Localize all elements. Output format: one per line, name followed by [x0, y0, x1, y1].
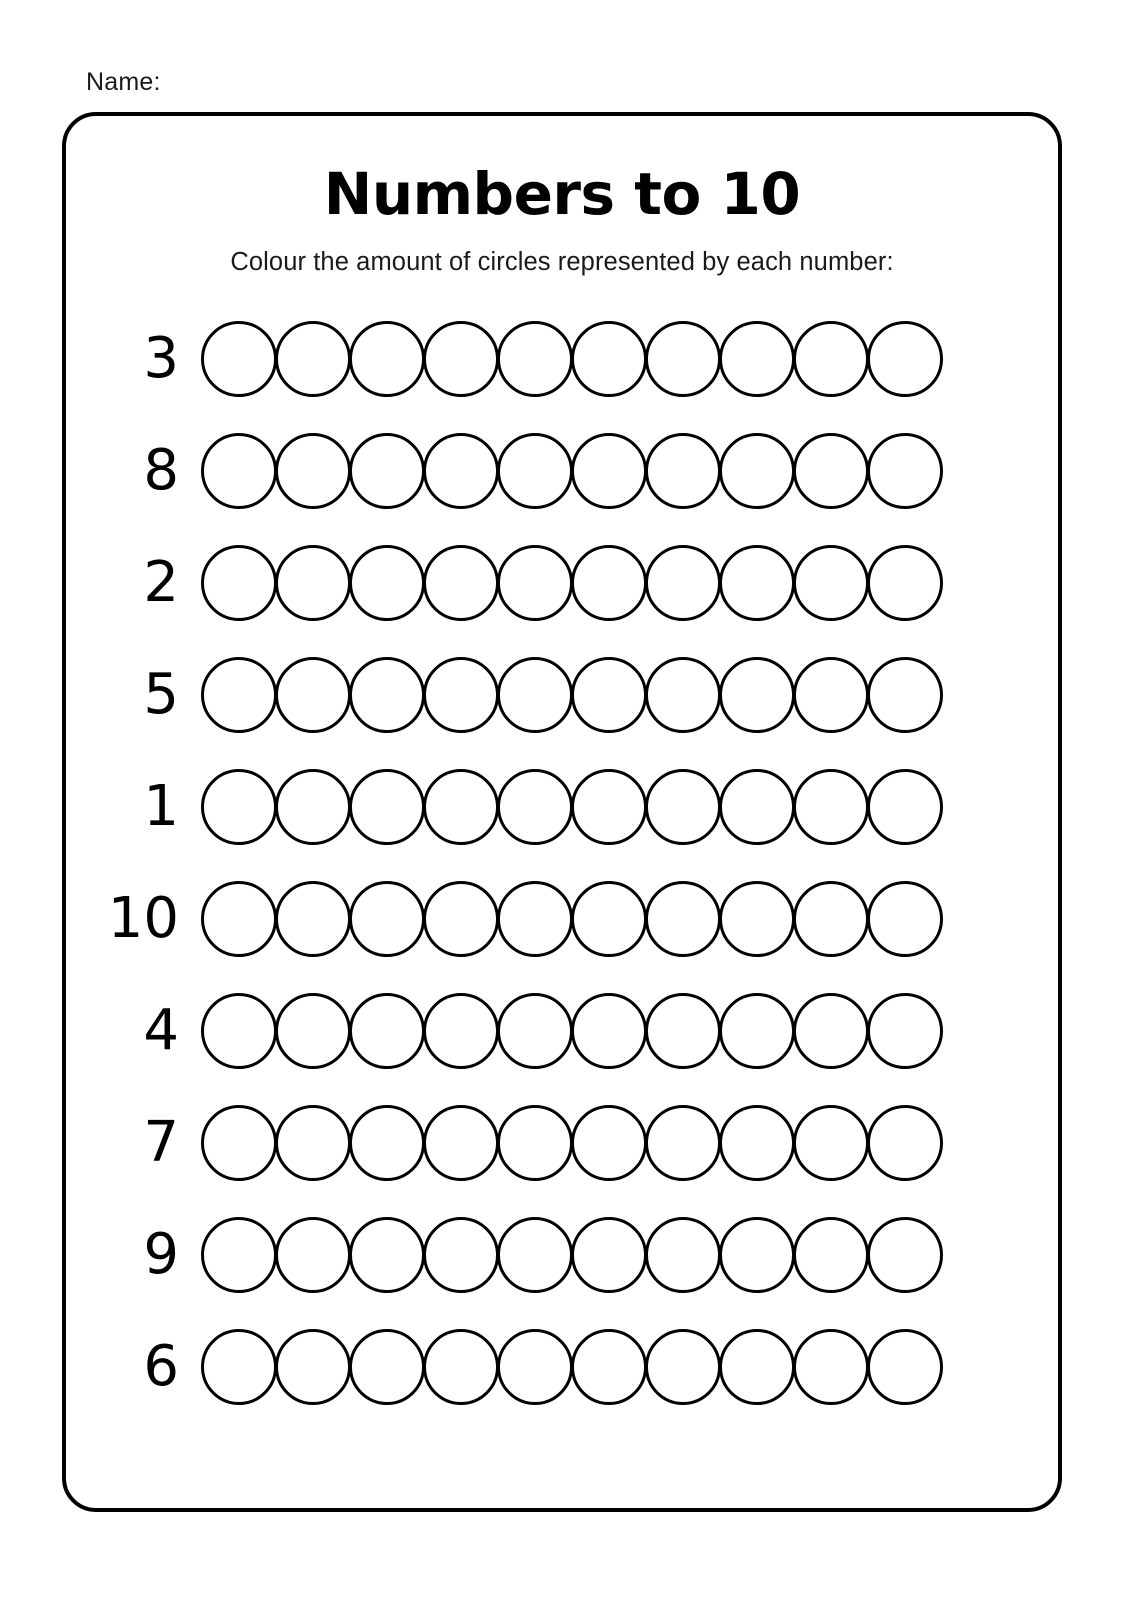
- colourable-circle[interactable]: [349, 1105, 425, 1181]
- colourable-circle[interactable]: [571, 881, 647, 957]
- colourable-circle[interactable]: [349, 1329, 425, 1405]
- colourable-circle[interactable]: [571, 433, 647, 509]
- colourable-circle[interactable]: [793, 1217, 869, 1293]
- colourable-circle[interactable]: [719, 1217, 795, 1293]
- colourable-circle[interactable]: [497, 545, 573, 621]
- row-number: 2: [143, 550, 179, 615]
- colourable-circle[interactable]: [645, 769, 721, 845]
- colourable-circle[interactable]: [719, 993, 795, 1069]
- colourable-circle[interactable]: [275, 433, 351, 509]
- colourable-circle[interactable]: [793, 321, 869, 397]
- colourable-circle[interactable]: [349, 321, 425, 397]
- colourable-circle[interactable]: [497, 1217, 573, 1293]
- colourable-circle[interactable]: [645, 993, 721, 1069]
- exercise-row: [66, 639, 1058, 751]
- colourable-circle[interactable]: [423, 769, 499, 845]
- colourable-circle[interactable]: [645, 1105, 721, 1181]
- colourable-circle[interactable]: [497, 769, 573, 845]
- row-number: 9: [143, 1222, 179, 1287]
- colourable-circle[interactable]: [645, 1217, 721, 1293]
- circle-group: [201, 993, 943, 1069]
- colourable-circle[interactable]: [349, 881, 425, 957]
- colourable-circle[interactable]: [201, 993, 277, 1069]
- colourable-circle[interactable]: [793, 545, 869, 621]
- colourable-circle[interactable]: [867, 321, 943, 397]
- exercise-row: [66, 415, 1058, 527]
- colourable-circle[interactable]: [719, 657, 795, 733]
- exercise-row: [66, 527, 1058, 639]
- colourable-circle[interactable]: [719, 321, 795, 397]
- colourable-circle[interactable]: [423, 881, 499, 957]
- colourable-circle[interactable]: [201, 321, 277, 397]
- row-number: 10: [107, 886, 179, 951]
- colourable-circle[interactable]: [793, 769, 869, 845]
- colourable-circle[interactable]: [349, 657, 425, 733]
- colourable-circle[interactable]: [423, 657, 499, 733]
- colourable-circle[interactable]: [201, 881, 277, 957]
- colourable-circle[interactable]: [423, 993, 499, 1069]
- colourable-circle[interactable]: [571, 769, 647, 845]
- colourable-circle[interactable]: [793, 881, 869, 957]
- colourable-circle[interactable]: [201, 657, 277, 733]
- colourable-circle[interactable]: [275, 769, 351, 845]
- colourable-circle[interactable]: [867, 993, 943, 1069]
- colourable-circle[interactable]: [497, 881, 573, 957]
- colourable-circle[interactable]: [867, 433, 943, 509]
- exercise-row: [66, 303, 1058, 415]
- row-number: 3: [143, 326, 179, 391]
- exercise-row: [66, 975, 1058, 1087]
- colourable-circle[interactable]: [867, 1105, 943, 1181]
- instruction-text: Colour the amount of circles represented by each number:: [230, 248, 894, 276]
- colourable-circle[interactable]: [571, 545, 647, 621]
- exercise-row: [66, 1199, 1058, 1311]
- circle-group: [201, 657, 943, 733]
- colourable-circle[interactable]: [867, 657, 943, 733]
- colourable-circle[interactable]: [867, 1217, 943, 1293]
- row-number: 7: [143, 1110, 179, 1175]
- colourable-circle[interactable]: [423, 1105, 499, 1181]
- colourable-circle[interactable]: [349, 545, 425, 621]
- colourable-circle[interactable]: [571, 1329, 647, 1405]
- colourable-circle[interactable]: [201, 433, 277, 509]
- colourable-circle[interactable]: [645, 881, 721, 957]
- colourable-circle[interactable]: [275, 1329, 351, 1405]
- colourable-circle[interactable]: [571, 1217, 647, 1293]
- colourable-circle[interactable]: [275, 657, 351, 733]
- colourable-circle[interactable]: [201, 1217, 277, 1293]
- colourable-circle[interactable]: [793, 1105, 869, 1181]
- colourable-circle[interactable]: [275, 321, 351, 397]
- colourable-circle[interactable]: [349, 1217, 425, 1293]
- exercise-row: [66, 1087, 1058, 1199]
- circle-group: [201, 1105, 943, 1181]
- colourable-circle[interactable]: [645, 433, 721, 509]
- colourable-circle[interactable]: [497, 1105, 573, 1181]
- colourable-circle[interactable]: [571, 993, 647, 1069]
- name-label: Name:: [86, 68, 161, 96]
- circle-group: [201, 433, 943, 509]
- colourable-circle[interactable]: [793, 1329, 869, 1405]
- colourable-circle[interactable]: [201, 1105, 277, 1181]
- exercise-row: [66, 751, 1058, 863]
- circle-group: [201, 769, 943, 845]
- colourable-circle[interactable]: [349, 433, 425, 509]
- colourable-circle[interactable]: [423, 433, 499, 509]
- colourable-circle[interactable]: [349, 769, 425, 845]
- colourable-circle[interactable]: [793, 433, 869, 509]
- worksheet-panel: [62, 112, 1062, 1512]
- colourable-circle[interactable]: [497, 433, 573, 509]
- circle-group: [201, 545, 943, 621]
- circle-group: [201, 1329, 943, 1405]
- colourable-circle[interactable]: [719, 769, 795, 845]
- colourable-circle[interactable]: [719, 881, 795, 957]
- colourable-circle[interactable]: [275, 993, 351, 1069]
- colourable-circle[interactable]: [423, 1217, 499, 1293]
- colourable-circle[interactable]: [201, 769, 277, 845]
- exercise-row: [66, 863, 1058, 975]
- colourable-circle[interactable]: [423, 321, 499, 397]
- colourable-circle[interactable]: [571, 657, 647, 733]
- colourable-circle[interactable]: [497, 657, 573, 733]
- row-number: 5: [143, 662, 179, 727]
- colourable-circle[interactable]: [719, 545, 795, 621]
- colourable-circle[interactable]: [497, 1329, 573, 1405]
- colourable-circle[interactable]: [793, 657, 869, 733]
- circle-group: [201, 1217, 943, 1293]
- colourable-circle[interactable]: [275, 1217, 351, 1293]
- colourable-circle[interactable]: [719, 1329, 795, 1405]
- colourable-circle[interactable]: [793, 993, 869, 1069]
- colourable-circle[interactable]: [719, 433, 795, 509]
- circle-group: [201, 881, 943, 957]
- colourable-circle[interactable]: [275, 881, 351, 957]
- exercise-rows: [66, 303, 1058, 1423]
- colourable-circle[interactable]: [201, 1329, 277, 1405]
- colourable-circle[interactable]: [645, 657, 721, 733]
- colourable-circle[interactable]: [201, 545, 277, 621]
- colourable-circle[interactable]: [423, 1329, 499, 1405]
- row-number: 4: [143, 998, 179, 1063]
- row-number: 8: [143, 438, 179, 503]
- colourable-circle[interactable]: [275, 1105, 351, 1181]
- colourable-circle[interactable]: [867, 1329, 943, 1405]
- colourable-circle[interactable]: [645, 545, 721, 621]
- colourable-circle[interactable]: [497, 993, 573, 1069]
- colourable-circle[interactable]: [497, 321, 573, 397]
- exercise-row: [66, 1311, 1058, 1423]
- colourable-circle[interactable]: [349, 993, 425, 1069]
- page-title: Numbers to 10: [323, 160, 801, 228]
- colourable-circle[interactable]: [867, 545, 943, 621]
- colourable-circle[interactable]: [423, 545, 499, 621]
- colourable-circle[interactable]: [645, 321, 721, 397]
- colourable-circle[interactable]: [645, 1329, 721, 1405]
- row-number: 1: [143, 774, 179, 839]
- colourable-circle[interactable]: [719, 1105, 795, 1181]
- row-number: 6: [143, 1334, 179, 1399]
- colourable-circle[interactable]: [571, 321, 647, 397]
- colourable-circle[interactable]: [867, 881, 943, 957]
- circle-group: [201, 321, 943, 397]
- colourable-circle[interactable]: [867, 769, 943, 845]
- colourable-circle[interactable]: [275, 545, 351, 621]
- colourable-circle[interactable]: [571, 1105, 647, 1181]
